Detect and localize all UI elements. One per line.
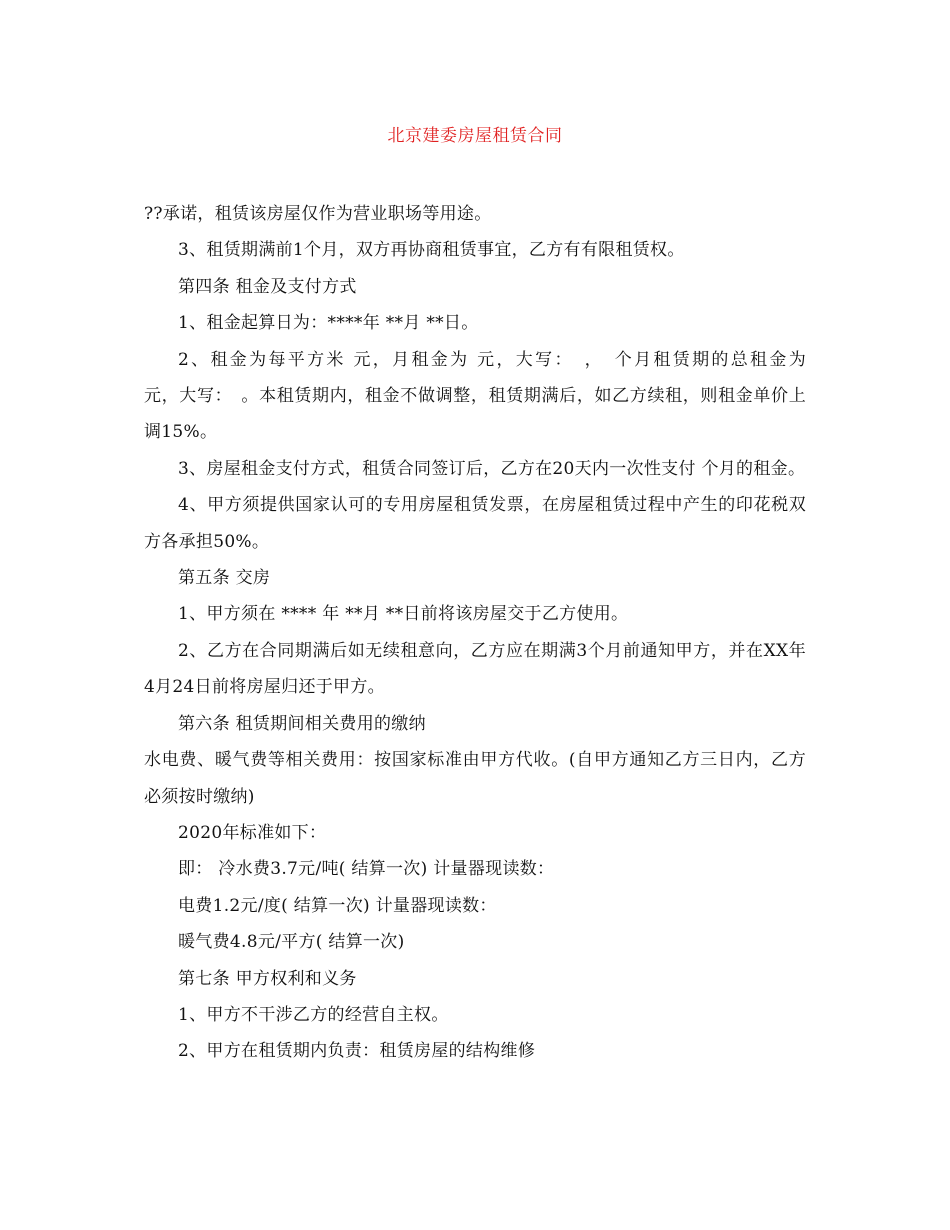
paragraph: 2020年标准如下： xyxy=(178,822,327,843)
paragraph: 即： 冷水费3.7元/吨( 结算一次) 计量器现读数： xyxy=(178,859,555,880)
paragraph: 2、乙方在合同期满后如无续租意向，乙方应在期满3个月前通知甲方，并在XX年4月24日前将房屋归还于甲方。 xyxy=(144,640,806,698)
paragraph: 3、租赁期满前1个月，双方再协商租赁事宜，乙方有有限租赁权。 xyxy=(178,240,685,261)
paragraph: 电费1.2元/度( 结算一次) 计量器现读数： xyxy=(178,895,497,916)
document-body xyxy=(144,196,841,1070)
section-heading-article-4: 第四条 租金及支付方式 xyxy=(178,276,357,297)
paragraph: 3、房屋租金支付方式，租赁合同签订后，乙方在20天内一次性支付 个月的租金。 xyxy=(178,458,806,479)
paragraph-continuation: ??承诺，租赁该房屋仅作为营业职场等用途。 xyxy=(144,204,492,224)
paragraph: 1、甲方不干涉乙方的经营自主权。 xyxy=(178,1004,449,1025)
paragraph: 水电费、暖气费等相关费用：按国家标准由甲方代收。(自甲方通知乙方三日内，乙方必须按时缴纳) xyxy=(144,750,806,807)
paragraph: 2、甲方在租赁期内负责：租赁房屋的结构维修 xyxy=(178,1041,536,1062)
paragraph: 暖气费4.8元/平方( 结算一次) xyxy=(178,932,405,953)
section-heading-article-7: 第七条 甲方权利和义务 xyxy=(178,968,357,989)
paragraph: 2、租金为每平方米 元，月租金为 元，大写： ， 个月租赁期的总租金为 元，大写： 。本租赁期内，租金不做调整，租赁期满后，如乙方续租，则租金单价上调15%。 xyxy=(144,349,841,443)
paragraph: 4、甲方须提供国家认可的专用房屋租赁发票，在房屋租赁过程中产生的印花税双方各承担50%。 xyxy=(144,495,806,552)
paragraph: 1、租金起算日为：****年 **月 **日。 xyxy=(178,313,479,334)
section-heading-article-5: 第五条 交房 xyxy=(178,568,271,589)
section-heading-article-6: 第六条 租赁期间相关费用的缴纳 xyxy=(178,713,426,734)
document-title: 北京建委房屋租赁合同 xyxy=(387,126,563,146)
paragraph: 1、甲方须在 **** 年 **月 **日前将该房屋交于乙方使用。 xyxy=(178,604,629,625)
